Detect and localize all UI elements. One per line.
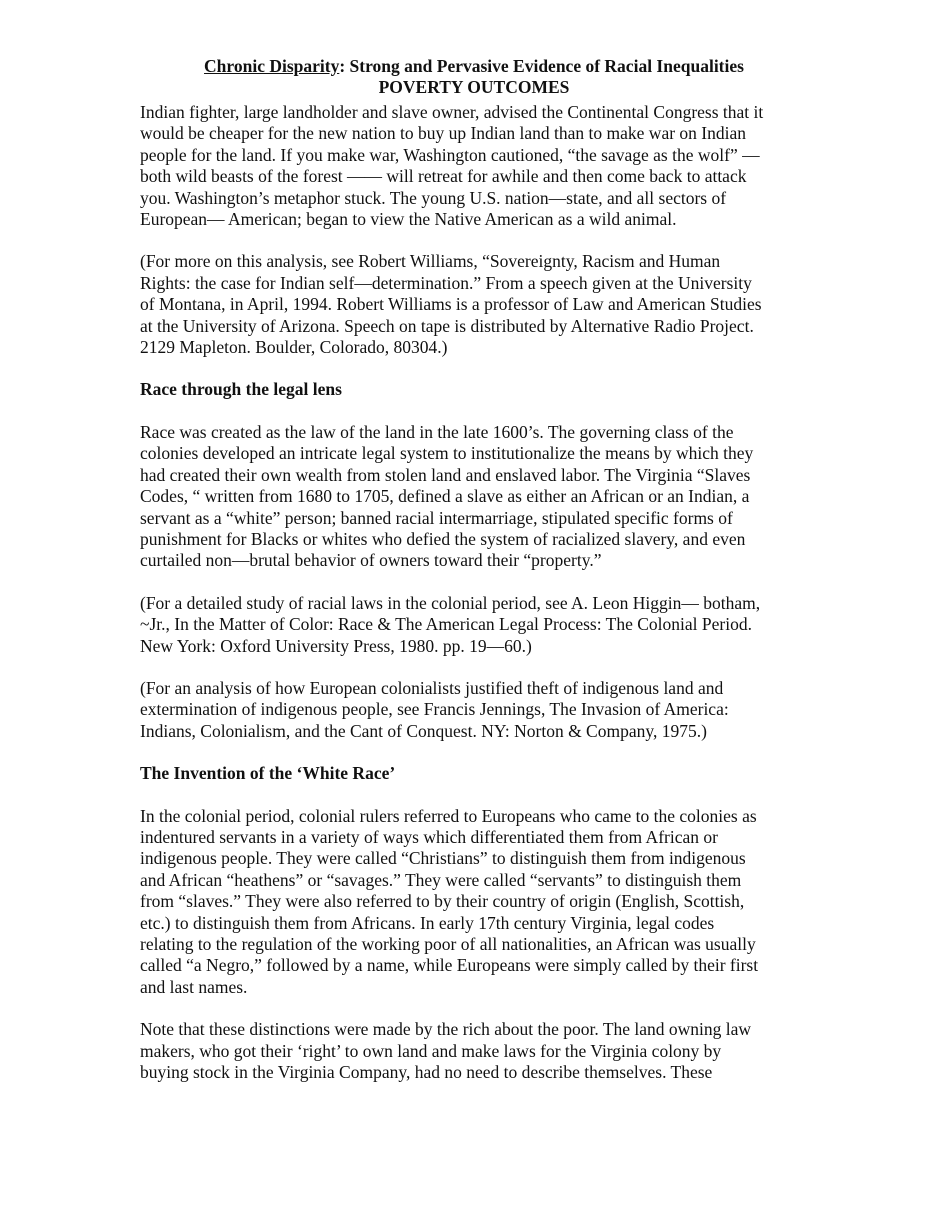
text-line: of Montana, in April, 1994. Robert Williams is a professor of Law and American Studies: [140, 294, 762, 315]
text-line: from “slaves.” They were also referred to by their country of origin (English, Scottish,: [140, 891, 745, 912]
paragraph: [140, 102, 808, 230]
text-line: relating to the regulation of the working poor of all nationalities, an African was usually: [140, 934, 756, 954]
paragraph: [140, 422, 808, 572]
document-body: [140, 102, 808, 1083]
text-line: at the University of Arizona. Speech on tape is distributed by Alternative Radio Project.: [140, 315, 754, 336]
paragraph: [140, 1019, 808, 1083]
section-heading: [140, 379, 808, 400]
text-line: (For an analysis of how European colonialists justified theft of indigenous land and: [140, 677, 724, 698]
text-line: you. Washington’s metaphor stuck. The young U.S. nation—state, and all sectors of: [140, 187, 727, 208]
text-line: European— American; began to view the Native American as a wild animal.: [140, 209, 677, 230]
text-line: curtailed non—brutal behavior of owners toward their “property.”: [140, 550, 602, 571]
text-line: Race was created as the law of the land in the late 1600’s. The governing class of the: [140, 421, 734, 442]
text-line: servant as a “white” person; banned racial intermarriage, stipulated specific forms of: [140, 507, 733, 528]
document-page: [140, 56, 808, 1104]
text-line: and last names.: [140, 976, 248, 997]
text-line: The Invention of the ‘White Race’: [140, 763, 396, 784]
paragraph: [140, 251, 808, 358]
text-line: (For more on this analysis, see Robert Williams, “Sovereignty, Racism and Human: [140, 251, 721, 272]
text-line: New York: Oxford University Press, 1980. pp. 19—60.): [140, 635, 532, 656]
text-line: Note that these distinctions were made by the rich about the poor. The land owning law: [140, 1019, 752, 1040]
paragraph: [140, 593, 808, 657]
title-underlined-part: Chronic Disparity: [204, 56, 340, 76]
paragraph: [140, 678, 808, 742]
document-title: [140, 56, 808, 77]
text-line: Race through the legal lens: [140, 379, 342, 400]
text-line: Codes, “ written from 1680 to 1705, defined a slave as either an African or an Indian, a: [140, 486, 750, 507]
text-line: colonies developed an intricate legal system to institutionalize the means by which they: [140, 443, 754, 464]
paragraph: [140, 806, 808, 999]
text-line: had created their own wealth from stolen land and enslaved labor. The Virginia “Slaves: [140, 464, 751, 485]
text-line: people for the land. If you make war, Washington cautioned, “the savage as the wolf” —: [140, 144, 760, 165]
text-line: etc.) to distinguish them from Africans. In early 17th century Virginia, legal codes: [140, 912, 715, 933]
text-line: ~Jr., In the Matter of Color: Race & The American Legal Process: The Colonial Period.: [140, 614, 752, 635]
text-line: In the colonial period, colonial rulers referred to Europeans who came to the colonies as: [140, 805, 757, 826]
section-heading: [140, 763, 808, 784]
text-line: indentured servants in a variety of ways which differentiated them from African or: [140, 826, 718, 847]
text-line: punishment for Blacks or whites who defied the system of racialized slavery, and even: [140, 528, 746, 549]
document-header: [140, 56, 808, 98]
text-line: extermination of indigenous people, see Francis Jennings, The Invasion of America:: [140, 699, 729, 720]
title-rest: : Strong and Pervasive Evidence of Racial Inequalities: [339, 56, 744, 76]
text-line: would be cheaper for the new nation to buy up Indian land than to make war on Indian: [140, 123, 746, 144]
text-line: and African “heathens” or “savages.” They were called “servants” to distinguish them: [140, 869, 742, 890]
document-subtitle: POVERTY OUTCOMES: [378, 77, 570, 97]
text-line: Indian fighter, large landholder and slave owner, advised the Continental Congress that it: [140, 102, 764, 122]
text-line: (For a detailed study of racial laws in the colonial period, see A. Leon Higgin— botham,: [140, 592, 761, 613]
text-line: 2129 Mapleton. Boulder, Colorado, 80304.): [140, 337, 448, 358]
text-line: indigenous people. They were called “Christians” to distinguish them from indigenous: [140, 848, 746, 869]
text-line: called “a Negro,” followed by a name, while Europeans were simply called by their first: [140, 955, 759, 976]
text-line: Rights: the case for Indian self—determination.” From a speech given at the University: [140, 272, 752, 293]
text-line: buying stock in the Virginia Company, had no need to describe themselves. These: [140, 1062, 713, 1083]
text-line: Indians, Colonialism, and the Cant of Conquest. NY: Norton & Company, 1975.): [140, 720, 707, 741]
text-line: makers, who got their ‘right’ to own land and make laws for the Virginia colony by: [140, 1040, 722, 1061]
text-line: both wild beasts of the forest —— will retreat for awhile and then come back to attack: [140, 166, 747, 187]
